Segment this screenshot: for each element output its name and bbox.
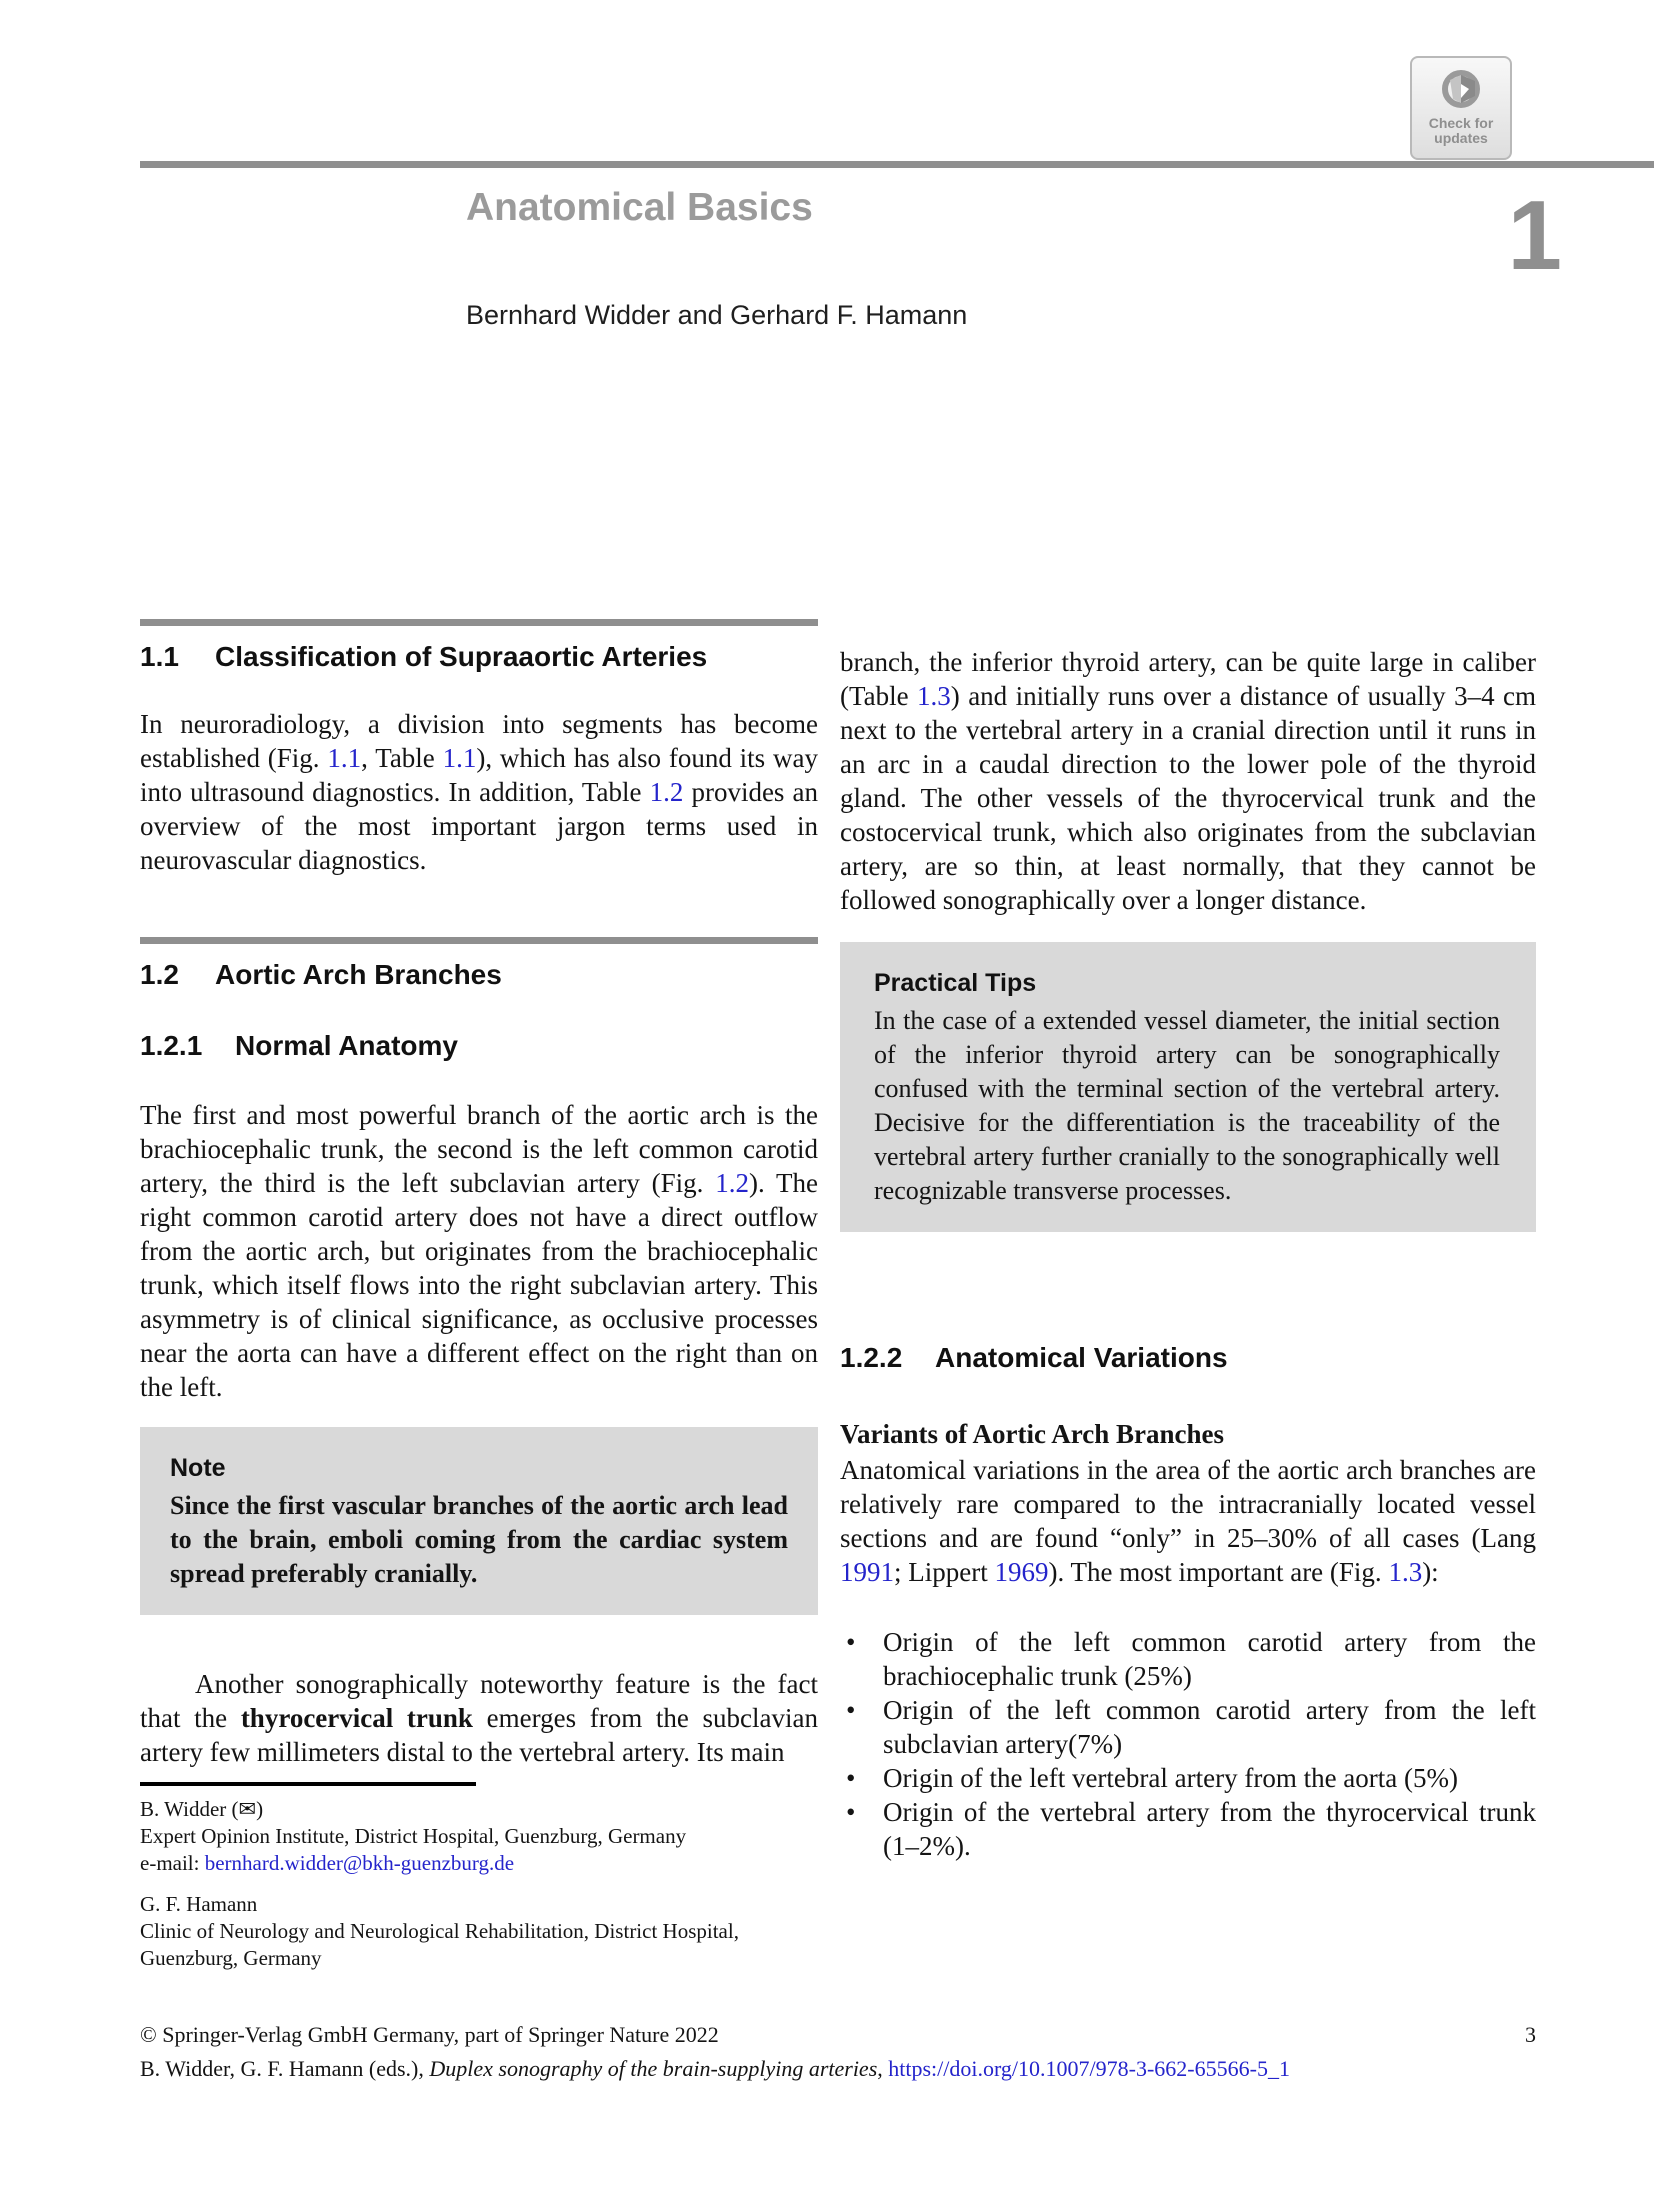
- practical-tips-text: In the case of a extended vessel diameter, the initial section of the inferior thyroid artery can be sonographically confused with the terminal section of the vertebral artery. Decisive for the differentiation is the traceability of the vertebral artery further cranially to the sonographically well recognizable transverse processes.: [874, 1006, 1500, 1205]
- note-label: Note: [170, 1454, 226, 1482]
- page-number: 3: [1525, 2022, 1536, 2047]
- paragraph: [840, 645, 1536, 917]
- author-name: G. F. Hamann: [140, 1892, 258, 1916]
- author-footnotes: [140, 1796, 818, 1972]
- section-heading-1-2-1: [140, 1030, 818, 1062]
- inline-link[interactable]: 1.3: [917, 681, 951, 711]
- bullet-marker: •: [846, 1627, 856, 1657]
- author-affiliation: Clinic of Neurology and Neurological Rehabilitation, District Hospital, Guenzburg, Germany: [140, 1919, 739, 1970]
- right-column: [840, 611, 1536, 1863]
- list-item-text: Origin of the left common carotid artery from the brachiocephalic trunk (25%): [883, 1627, 1536, 1691]
- section-title: Normal Anatomy: [235, 1030, 459, 1061]
- paragraph: [140, 1667, 818, 1769]
- chapter-authors: Bernhard Widder and Gerhard F. Hamann: [466, 300, 968, 330]
- note-box: [140, 1427, 818, 1615]
- copyright-line: [140, 2020, 1536, 2050]
- badge-line2: updates: [1434, 130, 1488, 146]
- inline-link[interactable]: 1.3: [1388, 1557, 1423, 1587]
- practical-tips-label: Practical Tips: [874, 969, 1037, 997]
- paragraph: [140, 707, 818, 877]
- inline-link[interactable]: 1.2: [649, 777, 684, 807]
- section-number: 1.1: [140, 641, 179, 672]
- text-segment: ):: [1422, 1557, 1439, 1587]
- email-link[interactable]: bernhard.widder@bkh-guenzburg.de: [204, 1851, 515, 1875]
- section-heading-1-1: [140, 641, 818, 673]
- page-footer: [140, 2020, 1536, 2084]
- inline-link[interactable]: 1.1: [442, 743, 477, 773]
- section-title: Anatomical Variations: [935, 1342, 1228, 1373]
- text-segment: ). The most important are (Fig.: [1048, 1557, 1389, 1587]
- footnote-rule: [140, 1782, 476, 1786]
- author-affiliation: Expert Opinion Institute, District Hospital, Guenzburg, Germany: [140, 1824, 687, 1848]
- section-rule: [140, 619, 818, 626]
- left-column: [140, 619, 818, 1769]
- text-segment: thyrocervical trunk: [240, 1703, 473, 1733]
- note-text: Since the first vascular branches of the aortic arch lead to the brain, emboli coming from the cardiac system spread preferably cranially.: [170, 1491, 788, 1588]
- author-name: B. Widder (: [140, 1797, 239, 1821]
- envelope-icon: ✉: [238, 1797, 257, 1821]
- text-segment: Anatomical variations in the area of the aortic arch branches are relatively rare compared to the intracranially located vessel sections and are found “only” in 25–30% of all cases (Lang: [840, 1455, 1536, 1553]
- text-segment: ), which has also found its way into ultrasound diagnostics. In addition, Table: [140, 743, 818, 807]
- header-rule: [140, 161, 1654, 168]
- bullet-marker: •: [846, 1763, 856, 1793]
- paragraph: [840, 1453, 1536, 1589]
- text-segment: ,: [877, 2056, 889, 2081]
- section-heading-1-2-2: [840, 1342, 1536, 1374]
- text-segment: Duplex sonography of the brain-supplying arteries: [429, 2056, 878, 2081]
- text-segment: , Table: [361, 743, 443, 773]
- section-title: Aortic Arch Branches: [215, 959, 502, 990]
- chapter-number: 1: [1507, 180, 1562, 290]
- badge-text: [1429, 116, 1494, 146]
- text-segment: The first and most powerful branch of the aortic arch is the brachiocephalic trunk, the second is the left common carotid artery, the third is the left subclavian artery (Fig.: [140, 1100, 818, 1198]
- text-segment: provides an overview of the most important jargon terms used in neurovascular diagnostics.: [140, 777, 819, 875]
- inline-link[interactable]: https://doi.org/10.1007/978-3-662-65566-5_1: [888, 2056, 1290, 2081]
- email-label: e-mail:: [140, 1851, 205, 1875]
- subsection-heading: Variants of Aortic Arch Branches: [840, 1419, 1224, 1449]
- list-item: [840, 1693, 1536, 1761]
- section-number: 1.2.1: [140, 1030, 203, 1061]
- text-segment: ; Lippert: [894, 1557, 995, 1587]
- inline-link[interactable]: 1.1: [327, 743, 362, 773]
- corresponding-author: [140, 1796, 818, 1823]
- bullet-marker: •: [846, 1695, 856, 1725]
- check-for-updates-badge[interactable]: [1410, 56, 1512, 160]
- text-segment: In neuroradiology, a division into segments has become established (Fig.: [140, 709, 818, 773]
- inline-link[interactable]: 1969: [994, 1557, 1049, 1587]
- list-item-text: Origin of the left vertebral artery from the aorta (5%): [883, 1763, 1458, 1793]
- practical-tips-box: [840, 942, 1536, 1232]
- list-item: [840, 1795, 1536, 1863]
- text-segment: B. Widder, G. F. Hamann (eds.),: [140, 2056, 430, 2081]
- inline-link[interactable]: 1991: [840, 1557, 894, 1587]
- section-heading-1-2: [140, 959, 818, 991]
- bullet-marker: •: [846, 1797, 856, 1827]
- text-segment: ). The right common carotid artery does not have a direct outflow from the aortic arch, but originates from the brachiocephalic trunk, which itself flows into the right subclavian artery. This asymmetry is of clinical significance, as occlusive processes near the aorta can have a different effect on the right than on the left.: [140, 1168, 818, 1402]
- crossmark-icon: [1438, 66, 1484, 112]
- section-number: 1.2: [140, 959, 179, 990]
- text-segment: Another sonographically noteworthy feature is the fact that the: [140, 1669, 818, 1733]
- inline-link[interactable]: 1.2: [715, 1168, 749, 1198]
- author-name-close: ): [256, 1797, 264, 1821]
- copyright-text: © Springer-Verlag GmbH Germany, part of Springer Nature 2022: [140, 2022, 719, 2047]
- text-segment: branch, the inferior thyroid artery, can be quite large in caliber (Table: [840, 647, 1536, 711]
- list-item-text: Origin of the left common carotid artery from the left subclavian artery(7%): [883, 1695, 1536, 1759]
- badge-line1: Check for: [1428, 115, 1494, 131]
- author-email-line: [140, 1850, 818, 1877]
- paragraph: [140, 1098, 818, 1404]
- list-item: [840, 1625, 1536, 1693]
- footnote-gap: [140, 1877, 818, 1891]
- citation-line: [140, 2054, 1536, 2084]
- section-rule: [140, 937, 818, 944]
- list-item: [840, 1761, 1536, 1795]
- list-item-text: Origin of the vertebral artery from the thyrocervical trunk (1–2%).: [883, 1797, 1536, 1861]
- chapter-title: Anatomical Basics: [466, 186, 813, 229]
- text-segment: emerges from the subclavian artery few millimeters distal to the vertebral artery. Its main: [140, 1703, 818, 1767]
- text-segment: ) and initially runs over a distance of usually 3–4 cm next to the vertebral artery in a cranial direction until it runs in an arc in a caudal direction to the lower pole of the thyroid gland. The other vessels of the thyrocervical trunk and the costocervical trunk, which also originates from the subclavian artery, are so thin, at least normally, that they cannot be followed sonographically over a longer distance.: [840, 681, 1536, 915]
- section-title: Classification of Supraaortic Arteries: [215, 641, 708, 672]
- section-number: 1.2.2: [840, 1342, 903, 1373]
- variants-list: [840, 1625, 1536, 1863]
